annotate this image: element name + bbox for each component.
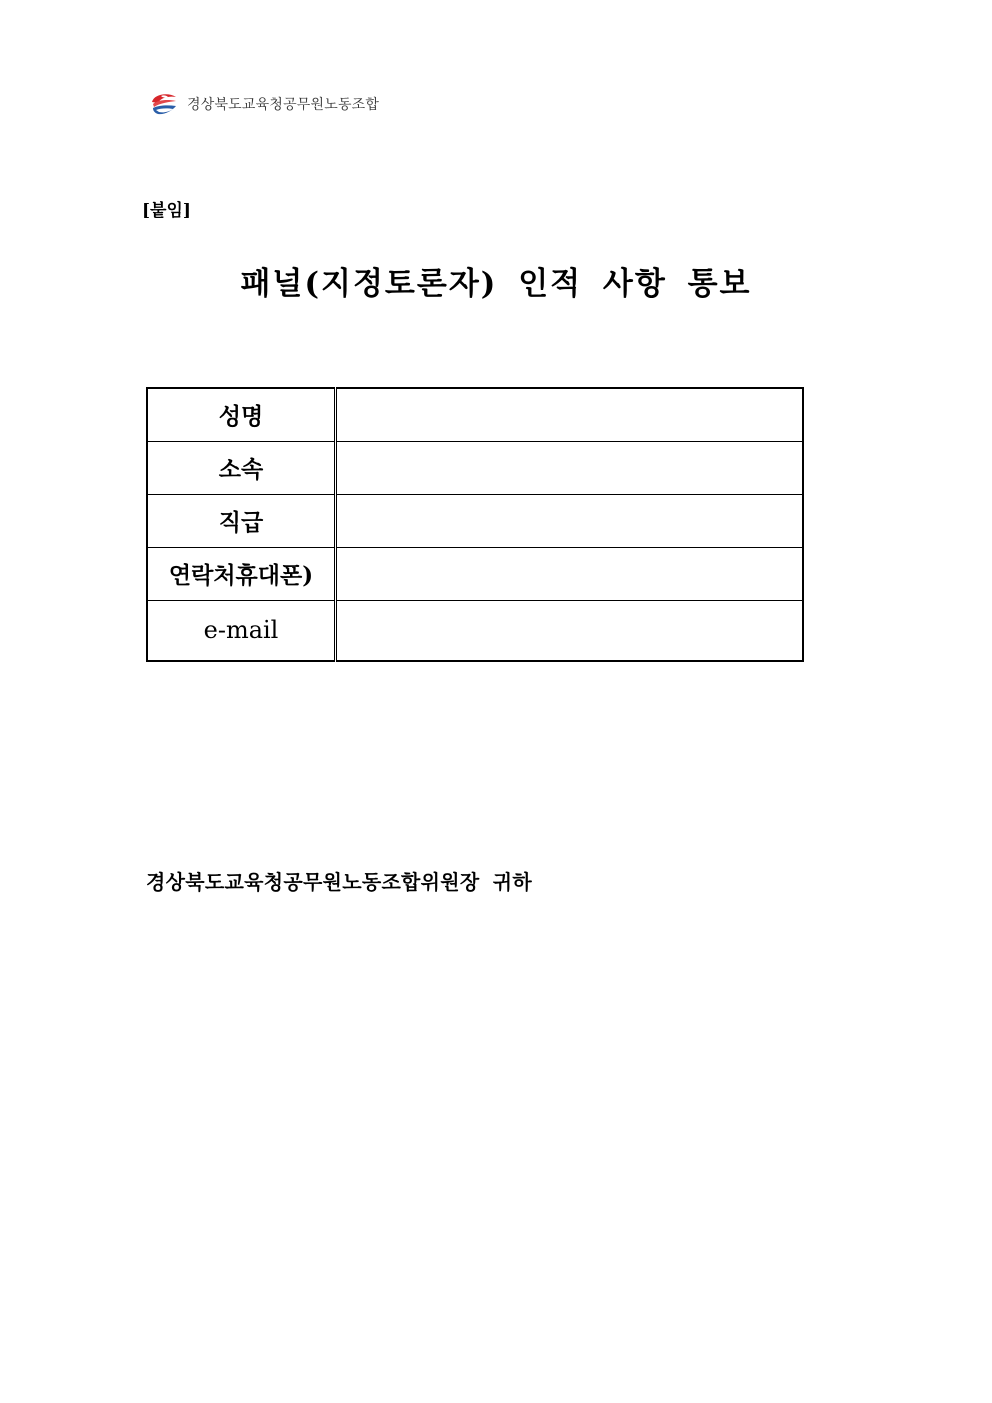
contact-field[interactable] [336,547,804,600]
table-row [147,388,803,441]
table-row [147,441,803,494]
addressee-line: 경상북도교육청공무원노동조합위원장 귀하 [146,870,533,894]
table-row [147,600,803,661]
table-row [147,494,803,547]
contact-label: 연락처휴대폰) [147,547,336,600]
affiliation-label: 소속 [147,441,336,494]
position-label: 직급 [147,494,336,547]
position-field[interactable] [336,494,804,547]
page-header [150,90,379,118]
email-label: e-mail [147,600,336,661]
attachment-label: [붙임] [142,201,191,221]
table-row [147,547,803,600]
email-field[interactable] [336,600,804,661]
name-field[interactable] [336,388,804,441]
info-form-table [146,387,804,662]
affiliation-field[interactable] [336,441,804,494]
name-label: 성명 [147,388,336,441]
header-org-name: 경상북도교육청공무원노동조합 [187,97,380,113]
page-title: 패널(지정토론자) 인적 사항 통보 [240,266,752,302]
union-logo-icon [150,91,178,117]
